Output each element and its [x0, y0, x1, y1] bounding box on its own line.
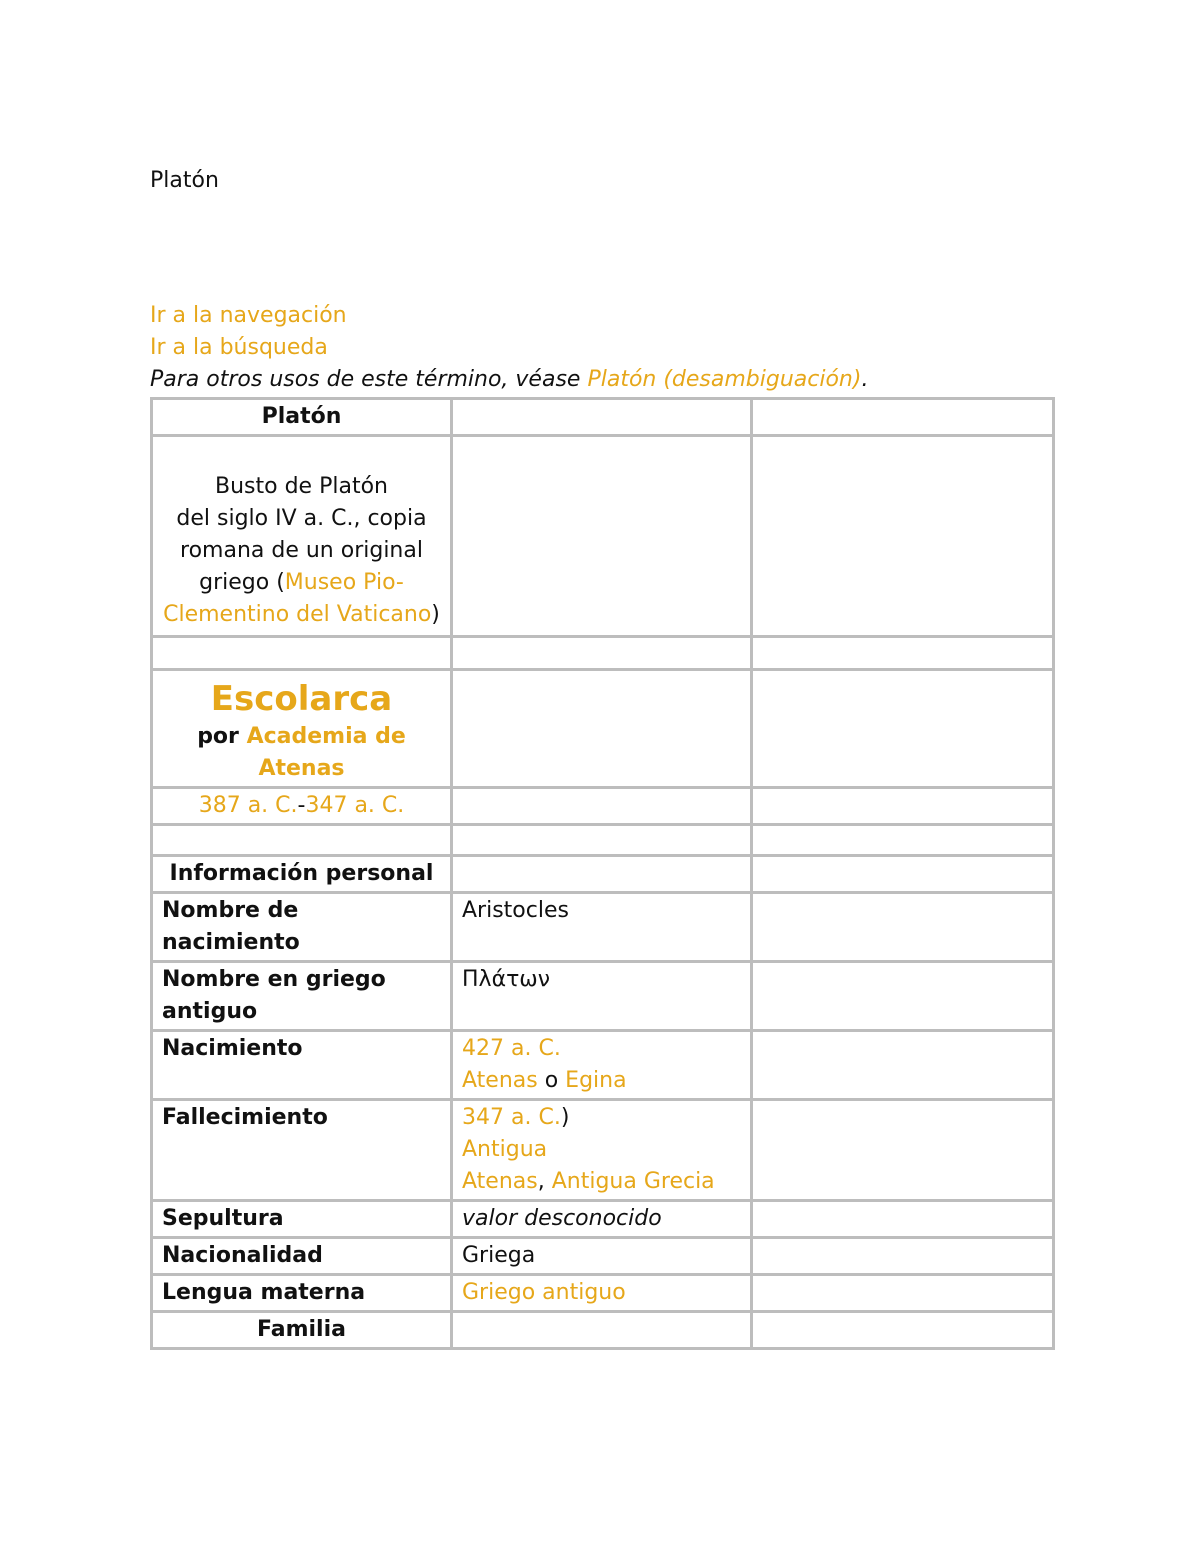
term-end-link[interactable]: 347 a. C. [305, 793, 405, 818]
term-cell [152, 788, 452, 825]
empty-cell [752, 1238, 1054, 1275]
museum-link[interactable]: Museo Pio-Clementino del Vaticano [163, 570, 432, 627]
death-label: Fallecimiento [152, 1100, 452, 1201]
death-date-link[interactable]: 347 a. C. [462, 1105, 561, 1130]
table-row [152, 670, 1054, 788]
burial-label: Sepultura [152, 1201, 452, 1238]
table-row [152, 825, 1054, 856]
empty-cell [752, 637, 1054, 670]
empty-cell [752, 436, 1054, 637]
table-row [152, 1100, 1054, 1201]
death-value [452, 1100, 752, 1201]
empty-cell [752, 670, 1054, 788]
empty-cell [452, 788, 752, 825]
section-family: Familia [152, 1312, 452, 1349]
table-row [152, 436, 1054, 637]
nationality-value: Griega [452, 1238, 752, 1275]
table-row [152, 1275, 1054, 1312]
empty-cell [752, 1201, 1054, 1238]
disambiguation-link[interactable]: Platón (desambiguación) [587, 367, 862, 392]
disambiguation-note [150, 364, 868, 396]
table-row [152, 962, 1054, 1031]
empty-cell [752, 856, 1054, 893]
skip-to-search-link[interactable]: Ir a la búsqueda [150, 335, 328, 360]
table-row [152, 637, 1054, 670]
empty-cell [152, 637, 452, 670]
caption-line: Busto de Platón [215, 474, 388, 499]
page-title: Platón [150, 168, 219, 193]
empty-cell [452, 856, 752, 893]
greek-name-value: Πλάτων [452, 962, 752, 1031]
nationality-label: Nacionalidad [152, 1238, 452, 1275]
term-separator: - [297, 793, 306, 818]
disambiguation-suffix: . [861, 367, 869, 392]
table-row [152, 1312, 1054, 1349]
empty-cell [452, 637, 752, 670]
office-by: por [197, 724, 247, 749]
empty-cell [452, 1312, 752, 1349]
mother-tongue-value [452, 1275, 752, 1312]
empty-cell [752, 893, 1054, 962]
skip-links [150, 300, 868, 396]
birth-name-label: Nombre de nacimiento [152, 893, 452, 962]
infobox-table [150, 397, 1055, 1350]
empty-cell [452, 825, 752, 856]
disambiguation-prefix: Para otros usos de este término, véase [150, 367, 588, 392]
birth-place-athens-link[interactable]: Atenas [462, 1068, 538, 1093]
table-row [152, 1031, 1054, 1100]
birth-label: Nacimiento [152, 1031, 452, 1100]
office-cell [152, 670, 452, 788]
table-row [152, 399, 1054, 436]
empty-cell [752, 399, 1054, 436]
birth-date-link[interactable]: 427 a. C. [462, 1036, 561, 1061]
empty-cell [752, 1275, 1054, 1312]
greek-name-label: Nombre en griego antiguo [152, 962, 452, 1031]
skip-to-navigation-link[interactable]: Ir a la navegación [150, 303, 347, 328]
empty-cell [752, 1100, 1054, 1201]
empty-cell [752, 825, 1054, 856]
empty-cell [452, 399, 752, 436]
birth-value [452, 1031, 752, 1100]
academy-link[interactable]: Academia de Atenas [246, 724, 406, 781]
death-place-antigua-link[interactable]: Antigua [462, 1137, 548, 1162]
birth-place-separator: o [537, 1068, 566, 1093]
death-place-athens-link[interactable]: Atenas [462, 1169, 538, 1194]
table-row [152, 1201, 1054, 1238]
empty-cell [752, 1031, 1054, 1100]
empty-cell [752, 962, 1054, 1031]
empty-cell [152, 825, 452, 856]
image-caption [152, 436, 452, 637]
death-date-suffix: ) [560, 1105, 570, 1130]
ancient-greek-link[interactable]: Griego antiguo [462, 1280, 626, 1305]
birth-name-value: Aristocles [452, 893, 752, 962]
table-row [152, 893, 1054, 962]
caption-end: ) [431, 602, 440, 627]
table-row [152, 1238, 1054, 1275]
term-start-link[interactable]: 387 a. C. [198, 793, 298, 818]
death-place-separator: , [537, 1169, 552, 1194]
caption-text: del siglo IV a. C., copia romana de un original griego ( [176, 506, 427, 595]
death-place-greece-link[interactable]: Antigua Grecia [551, 1169, 715, 1194]
birth-place-aegina-link[interactable]: Egina [565, 1068, 627, 1093]
section-personal-info: Información personal [152, 856, 452, 893]
mother-tongue-label: Lengua materna [152, 1275, 452, 1312]
infobox-header: Platón [152, 399, 452, 436]
burial-value: valor desconocido [452, 1201, 752, 1238]
empty-cell [752, 1312, 1054, 1349]
office-title: Escolarca [210, 679, 393, 719]
empty-cell [752, 788, 1054, 825]
table-row [152, 856, 1054, 893]
empty-cell [452, 670, 752, 788]
table-row [152, 788, 1054, 825]
empty-cell [452, 436, 752, 637]
